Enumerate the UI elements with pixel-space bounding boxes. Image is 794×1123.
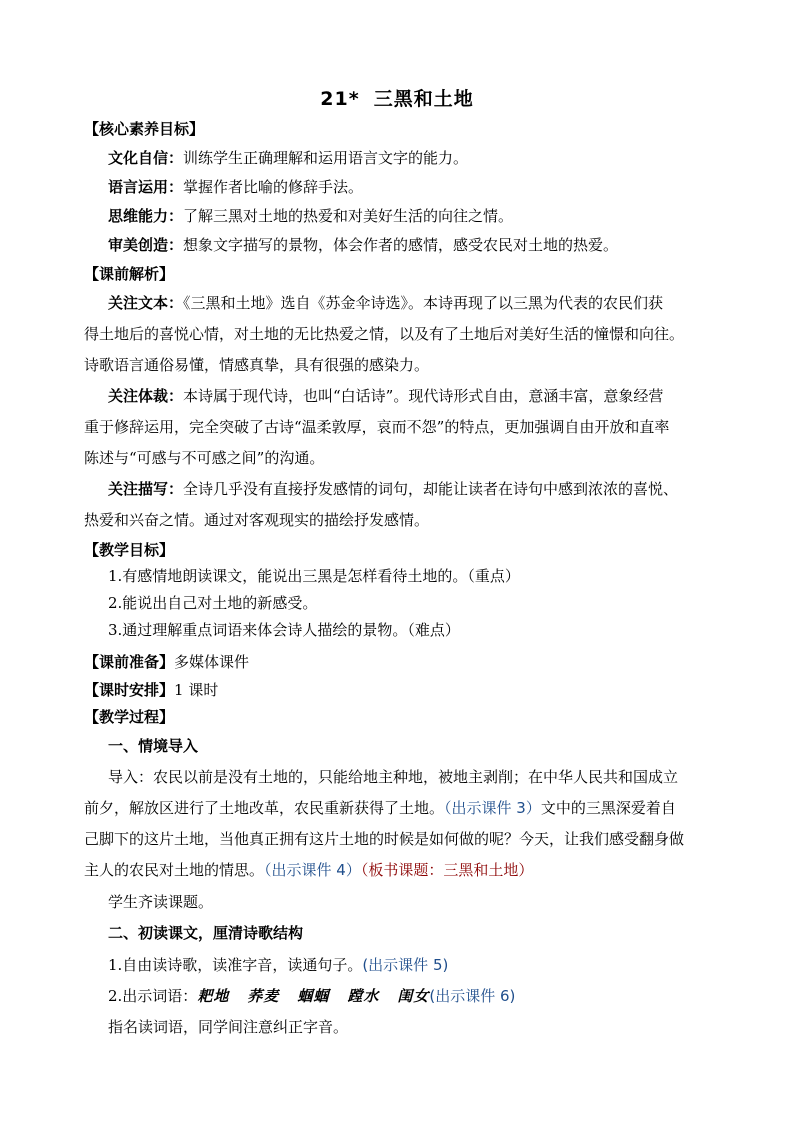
teaching-goal-3: 3.通过理解重点词语来体会诗人描绘的景物。（难点） [108, 621, 460, 639]
analysis-desc-line-1: 关注描写：全诗几乎没有直接抒发感情的词句，却能让读者在诗句中感到浓浓的喜悦、 [108, 480, 679, 498]
section-1-title: 一、情境导入 [108, 737, 199, 755]
lesson-title: 三黑和土地 [373, 88, 474, 110]
process-heading: 【教学过程】 [84, 708, 175, 726]
courseware-ref-6: (出示课件 6) [429, 987, 516, 1005]
analysis-text-line-2: 得土地后的喜悦心情，对土地的无比热爱之情，以及有了土地后对美好生活的憧憬和向往。 [84, 325, 685, 343]
section-1-line-5: 学生齐读课题。 [108, 893, 214, 911]
core-goal-culture: 文化自信：训练学生正确理解和运用语言文字的能力。 [108, 149, 469, 167]
analysis-text-line-1: 关注文本：《三黑和土地》选自《苏金伞诗选》。本诗再现了以三黑为代表的农民们获 [108, 294, 664, 312]
section-1-line-4: 主人的农民对土地的情思。（出示课件 4）（板书课题：三黑和土地） [84, 861, 534, 879]
analysis-genre-line-1: 关注体裁：本诗属于现代诗，也叫“白话诗”。现代诗形式自由，意涵丰富，意象经营 [108, 387, 664, 405]
teaching-goal-1: 1.有感情地朗读课文，能说出三黑是怎样看待土地的。（重点） [108, 567, 520, 585]
section-2-title: 二、初读课文，厘清诗歌结构 [108, 924, 304, 942]
pre-analysis-heading: 【课前解析】 [84, 265, 175, 283]
courseware-ref-3: （出示课件 3） [444, 799, 541, 817]
section-1-line-2: 前夕，解放区进行了土地改革，农民重新获得了土地。（出示课件 3）文中的三黑深爱着自 [84, 799, 676, 817]
vocab-word: 耙地 [197, 987, 230, 1005]
analysis-genre-line-3: 陈述与“可感与不可感之间”的沟通。 [84, 449, 325, 467]
teaching-goals-heading: 【教学目标】 [84, 541, 175, 559]
board-title-note: （板书课题：三黑和土地） [360, 861, 534, 879]
courseware-ref-4: （出示课件 4） [264, 861, 361, 879]
vocab-word: 闺女 [397, 987, 430, 1005]
lesson-number: 21* [320, 88, 360, 110]
vocab-word: 蝈蝈 [297, 987, 330, 1005]
core-goals-heading: 【核心素养目标】 [84, 120, 205, 138]
core-goal-language: 语言运用：掌握作者比喻的修辞手法。 [108, 178, 364, 196]
analysis-desc-line-2: 热爱和兴奋之情。通过对客观现实的描绘抒发感情。 [84, 511, 430, 529]
page-title [0, 84, 794, 111]
section-2-item-1: 1.自由读诗歌，读准字音，读通句子。(出示课件 5) [108, 956, 449, 974]
core-goal-thinking: 思维能力：了解三黑对土地的热爱和对美好生活的向往之情。 [108, 207, 514, 225]
analysis-genre-line-2: 重于修辞运用，完全突破了古诗“温柔敦厚，哀而不怨”的特点，更加强调自由开放和直率 [84, 418, 670, 436]
vocab-word: 蹚水 [347, 987, 380, 1005]
core-goal-aesthetic: 审美创造：想象文字描写的景物，体会作者的感情，感受农民对土地的热爱。 [108, 236, 619, 254]
vocab-word: 荞麦 [247, 987, 280, 1005]
courseware-ref-5: (出示课件 5) [362, 956, 449, 974]
teaching-goal-2: 2.能说出自己对土地的新感受。 [108, 594, 318, 612]
analysis-text-line-3: 诗歌语言通俗易懂，情感真挚，具有很强的感染力。 [84, 356, 430, 374]
schedule-line: 【课时安排】1 课时 [84, 681, 219, 699]
preparation-line: 【课前准备】多媒体课件 [84, 653, 250, 671]
section-1-line-3: 己脚下的这片土地，当他真正拥有这片土地的时候是如何做的呢？今天，让我们感受翻身做 [84, 830, 685, 848]
vocab-words [197, 987, 429, 1005]
section-2-item-3: 指名读词语，同学间注意纠正字音。 [108, 1018, 349, 1036]
section-1-line-1: 导入：农民以前是没有土地的，只能给地主种地，被地主剥削；在中华人民共和国成立 [108, 768, 679, 786]
section-2-item-2: 2.出示词语：耙地 荞麦 蝈蝈 蹚水 闺女(出示课件 6) [108, 987, 516, 1005]
